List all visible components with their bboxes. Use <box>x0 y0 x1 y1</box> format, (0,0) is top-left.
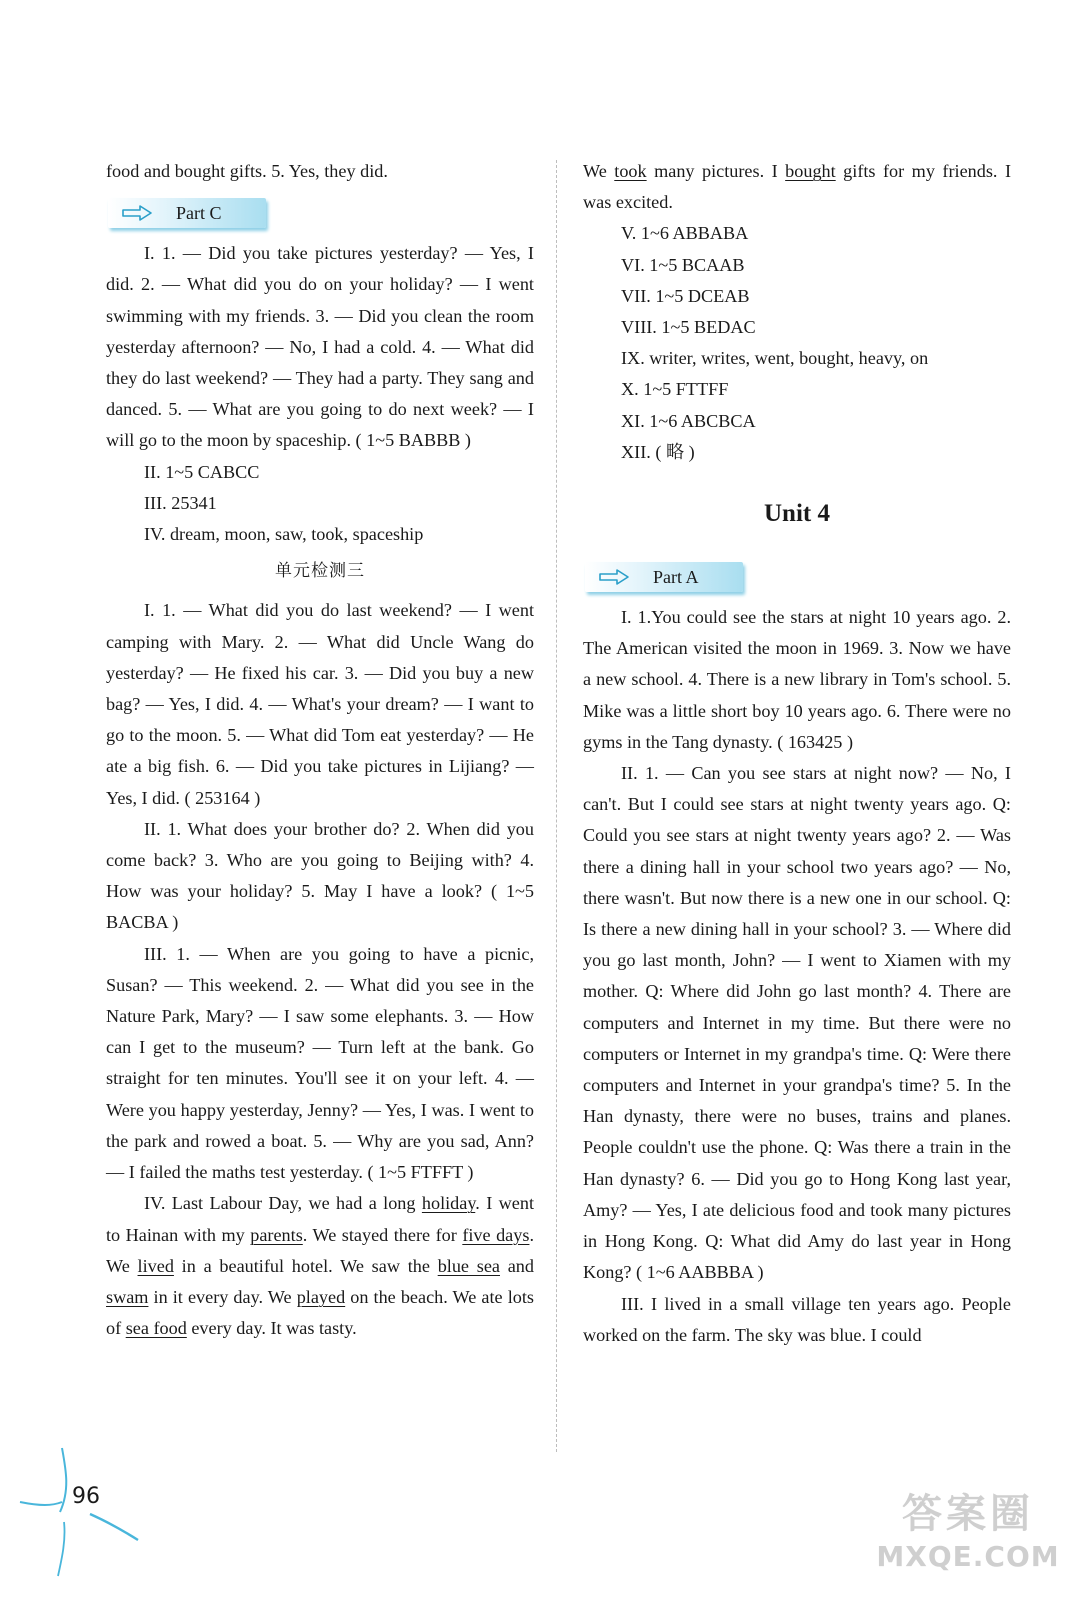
underlined-word: swam <box>106 1286 149 1307</box>
answer-line: VIII. 1~5 BEDAC <box>621 317 756 338</box>
continued-answer: food and bought gifts. 5. Yes, they did. <box>106 161 388 181</box>
part-c-answer-1: I. 1. — Did you take pictures yesterday? — Yes, I did. 2. — What did you do on your holiday? — I went swimming with my friends. 3. — Did you clean the room yesterday afternoon? — No, I had a cold. 4. — What did they do last weekend? — They had a party. They sang and danced. 5. — What are you going to do next week? — I will go to the moon by spaceship. ( 1~5 BABBB ) <box>106 243 534 451</box>
part-c-answer-2: II. 1~5 CABCC <box>144 461 260 482</box>
underlined-word: bought <box>785 161 836 181</box>
part-a-banner <box>585 562 743 592</box>
underlined-word: lived <box>137 1255 174 1276</box>
answer-line: XI. 1~6 ABCBCA <box>621 410 756 431</box>
answer-line: IX. writer, writes, went, bought, heavy, on <box>621 348 929 369</box>
part-c-label: Part C <box>176 203 222 224</box>
part-a-answer-3: III. I lived in a small village ten years ago. People worked on the farm. The sky was blue. I could <box>583 1293 1011 1345</box>
column-divider <box>556 160 557 1452</box>
part-a-answer-1: I. 1.You could see the stars at night 10 years ago. 2. The American visited the moon in 1969. 3. Now we have a new school. 4. There is a new library in Tom's school. 5. Mike was a little short boy 10 years ago. 6. There were no gyms in the Tang dynasty. ( 163425 ) <box>583 607 1011 752</box>
underlined-word: played <box>296 1286 346 1307</box>
part-c-answer-3: III. 25341 <box>144 492 217 513</box>
part-c-answer-4: IV. dream, moon, saw, took, spaceship <box>144 524 424 545</box>
part-a-answer-2: II. 1. — Can you see stars at night now? — No, I can't. But I could see stars at night twenty years ago. Q: Could you see stars at night twenty years ago? 2. — Was there a dining hall in your school two years ago? — No, there wasn't. But now there is a new one in our school. Q: Is there a new dining hall in your school? 3. — Where did you go last month, John? — I went to Xiamen with my mother. Q: Where did John go last month? 4. There are computers and Internet in my time. But there were no computers or Internet in my grandpa's time. Q: Were there computers and Internet in your grandpa's time? 5. In the Han dynasty, there were no buses, trains and planes. People couldn't use the phone. Q: Was there a train in the Han dynasty? 6. — Did you go to Hong Kong last year, Amy? — Yes, I ate delicious food and took many pictures in Hong Kong. Q: What did Amy do last year in Hong Kong? ( 1~6 AABBBA ) <box>583 763 1011 1283</box>
watermark-logo-text: 答案圈 <box>902 1491 1034 1537</box>
arrow-icon <box>120 204 154 222</box>
unit-test-heading: 单元检测三 <box>275 561 365 582</box>
test-answer-4: IV. Last Labour Day, we had a long holiday. I went to Hainan with my parents. We stayed there for five days. We lived in a beautiful hotel. We saw the blue sea and swam in it every day. We played on the beach. We ate lots of sea food every day. It was tasty. <box>106 1193 535 1339</box>
test-answer-3: III. 1. — When are you going to have a picnic, Susan? — This weekend. 2. — What did you see in the Nature Park, Mary? — I saw some elephants. 3. — How can I get to the museum? — Turn left at the bank. Go straight for ten minutes. You'll see it on your left. 4. — Were you happy yesterday, Jenny? — Yes, I was. I went to the park and rowed a boat. 5. — Why are you sad, Ann? — I failed the maths test yesterday. ( 1~5 FTFFT ) <box>106 943 534 1183</box>
answer-line: VII. 1~5 DCEAB <box>621 285 750 306</box>
underlined-word: took <box>614 161 647 181</box>
underlined-word: holiday <box>421 1193 476 1214</box>
underlined-word: blue sea <box>437 1255 500 1276</box>
answer-line: XII. ( 略 ) <box>621 441 695 462</box>
part-a-label: Part A <box>653 567 699 588</box>
unit-title: Unit 4 <box>764 500 830 528</box>
watermark-domain: MXQE.COM <box>876 1540 1060 1573</box>
corner-decoration <box>0 1440 160 1580</box>
underlined-word: parents <box>250 1224 303 1245</box>
right-column <box>583 156 1011 1351</box>
answer-line: X. 1~5 FTTFF <box>621 379 729 400</box>
answer-line: V. 1~6 ABBABA <box>621 223 749 244</box>
continued-passage: We took many pictures. I bought gifts for my friends. I was excited. <box>583 161 1011 213</box>
test-answer-2: II. 1. What does your brother do? 2. When did you come back? 3. Who are you going to Beijing with? 4. How was your holiday? 5. May I have a look? ( 1~5 BACBA ) <box>106 818 534 933</box>
underlined-word: five days <box>462 1224 530 1245</box>
underlined-word: sea food <box>125 1318 187 1339</box>
arrow-icon <box>597 568 631 586</box>
part-c-banner <box>108 198 266 228</box>
left-column <box>106 156 534 1344</box>
watermark <box>868 1488 1068 1600</box>
page-number: 96 <box>72 1484 100 1509</box>
test-answer-1: I. 1. — What did you do last weekend? — I went camping with Mary. 2. — What did Uncle Wang do yesterday? — He fixed his car. 3. — Did you buy a new bag? — Yes, I did. 4. — What's your dream? — I want to go to the moon. 5. — What did Tom eat yesterday? — He ate a big fish. 6. — Did you take pictures in Lijiang? — Yes, I did. ( 253164 ) <box>106 600 534 808</box>
answer-line: VI. 1~5 BCAAB <box>621 254 745 275</box>
